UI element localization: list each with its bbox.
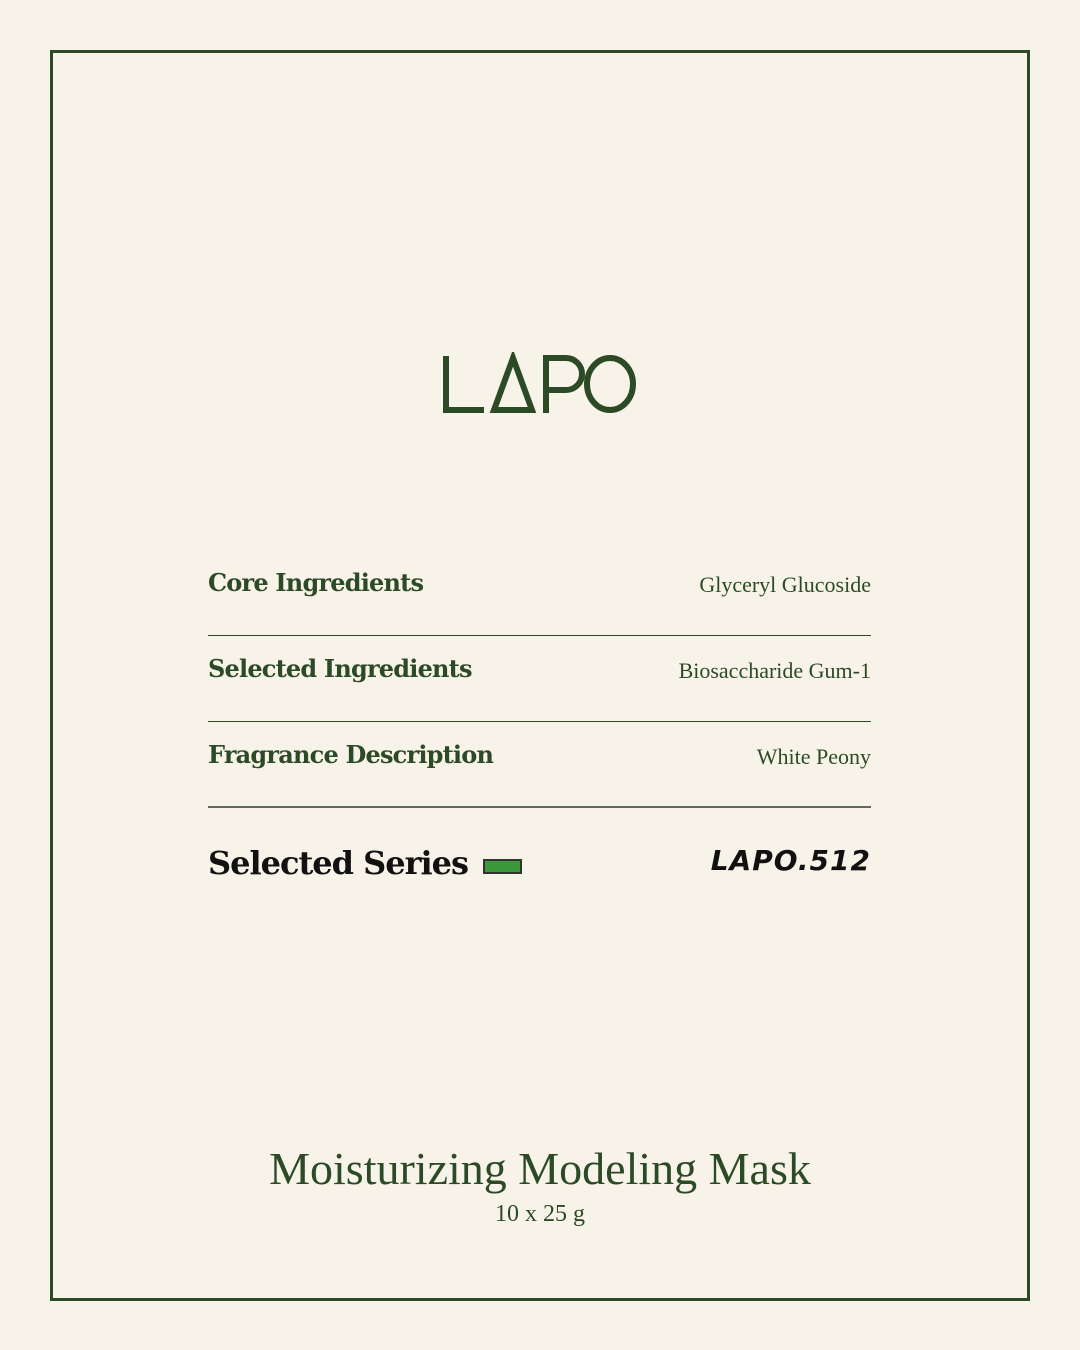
product-name: Moisturizing Modeling Mask (269, 1143, 811, 1194)
detail-label: Fragrance Description (208, 740, 494, 769)
detail-row-fragrance (208, 722, 871, 808)
detail-label: Core Ingredients (208, 568, 424, 597)
lapo-logo-icon (442, 352, 638, 416)
product-size: 10 x 25 g (495, 1201, 585, 1227)
series-code: LAPO.512 (710, 844, 871, 877)
detail-row-selected-ingredients (208, 636, 871, 722)
detail-row-core-ingredients (208, 550, 871, 636)
detail-label: Selected Ingredients (208, 654, 472, 683)
detail-value: White Peony (756, 744, 871, 769)
detail-value: Glyceryl Glucoside (699, 572, 871, 597)
series-label: Selected Series (208, 844, 468, 882)
brand-logo (0, 352, 1080, 420)
details-table (208, 550, 871, 918)
series-color-swatch (483, 859, 522, 874)
detail-value: Biosaccharide Gum-1 (678, 658, 871, 683)
selected-series-row (208, 808, 871, 918)
